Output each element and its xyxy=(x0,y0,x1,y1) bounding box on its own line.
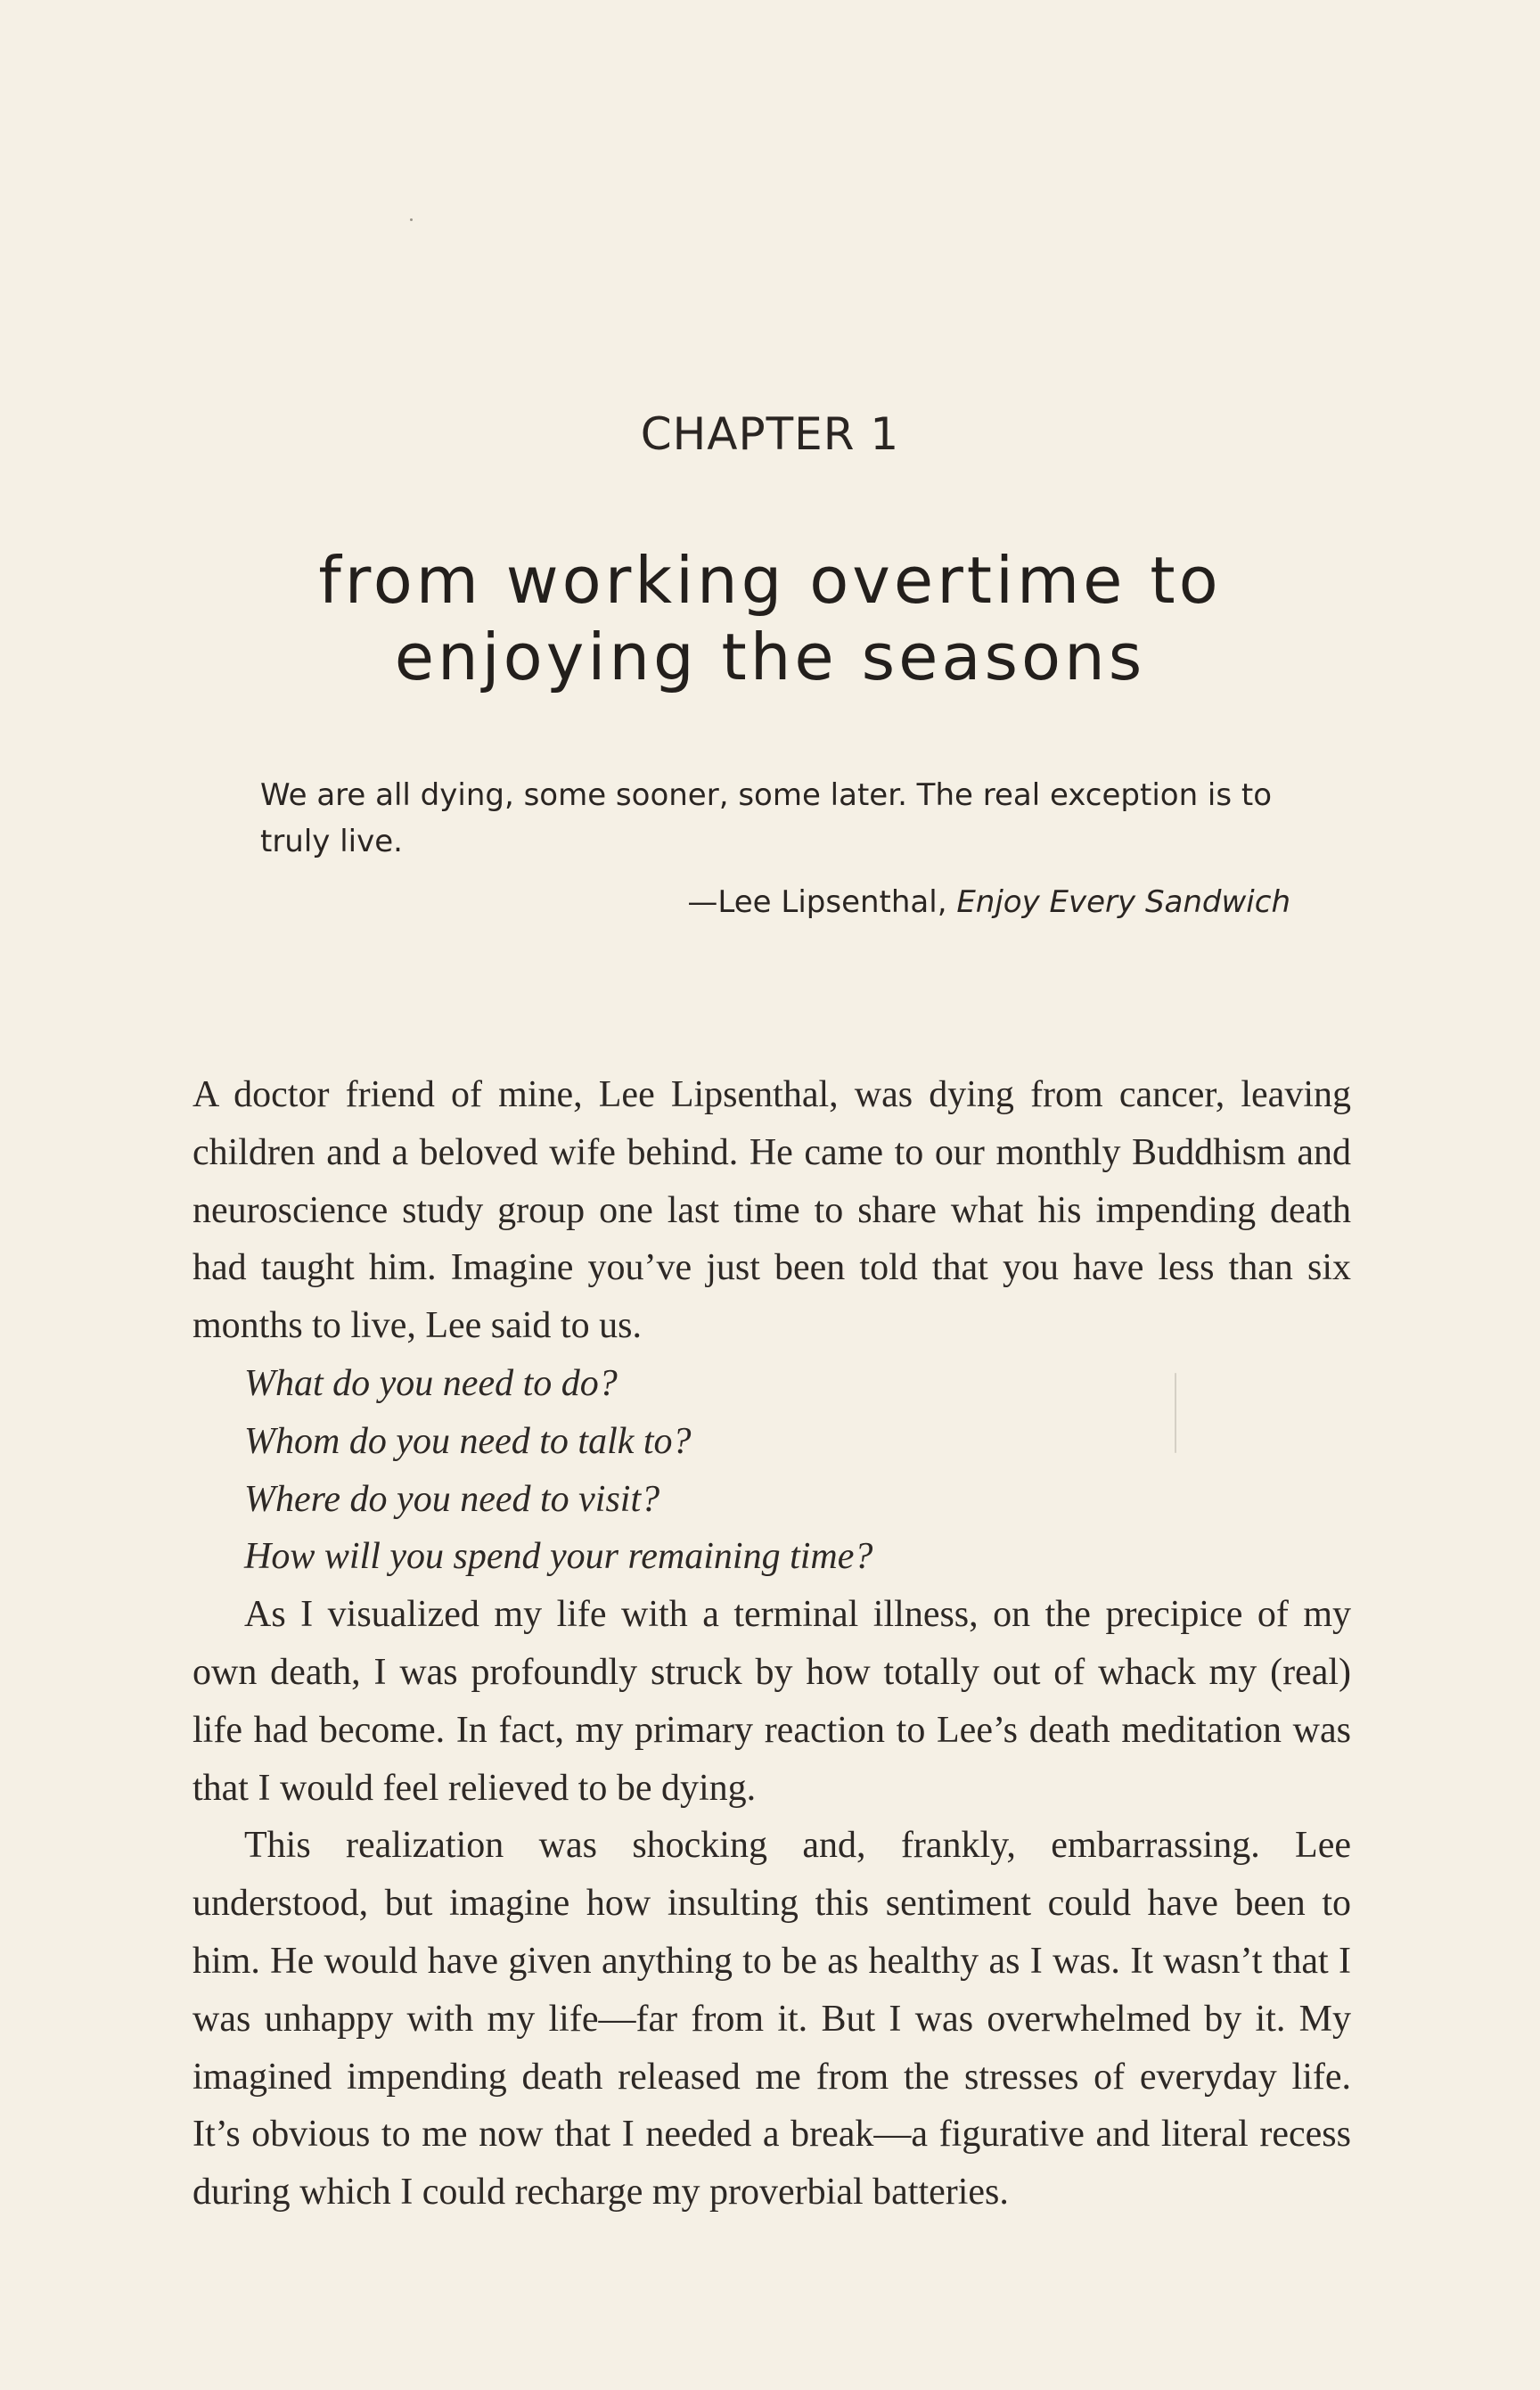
chapter-title xyxy=(0,542,1540,695)
body-text xyxy=(192,1066,1351,2222)
paragraph-2: As I visualized my life with a terminal illness, on the precipice of my own death, I was profoundly struck by how totally out of whack my (real) life had become. In fact, my primary reaction to Lee’s death meditation was that I would feel relieved to be dying. xyxy=(192,1594,1351,1809)
chapter-label: CHAPTER 1 xyxy=(640,408,900,460)
question-4: How will you spend your remaining time? xyxy=(244,1536,873,1578)
paragraph-3: This realization was shocking and, frankly, embarrassing. Lee understood, but imagine how insulting this sentiment could have been to him. He would have given anything to be as healthy as I was. It wasn’t that I was unhappy with my life—far from it. But I was overwhelmed by it. My imagined impending death released me from the stresses of everyday life. It’s obvious to me now that I needed a break—a figurative and literal recess during which I could recharge my proverbial batteries. xyxy=(192,1825,1351,2213)
epigraph-quote: We are all dying, some sooner, some later. The real exception is to truly live. xyxy=(260,777,1273,859)
scan-speck xyxy=(1175,1373,1176,1453)
question-1: What do you need to do? xyxy=(244,1362,618,1404)
epigraph-attribution xyxy=(260,884,1290,920)
question-2: Whom do you need to talk to? xyxy=(244,1420,692,1462)
epigraph-book-title: Enjoy Every Sandwich xyxy=(956,884,1290,920)
chapter-title-line-2: enjoying the seasons xyxy=(394,620,1146,694)
epigraph-author: —Lee Lipsenthal, xyxy=(687,884,957,920)
scan-speck xyxy=(410,218,413,221)
question-3: Where do you need to visit? xyxy=(244,1478,660,1520)
chapter-title-line-1: from working overtime to xyxy=(318,543,1222,618)
paragraph-1: A doctor friend of mine, Lee Lipsenthal, was dying from cancer, leaving children and a beloved wife behind. He came to our monthly Buddhism and neuroscience study group one last time to share what his impending death had taught him. Imagine you’ve just been told that you have less than six months to live, Lee said to us. xyxy=(192,1074,1351,1347)
